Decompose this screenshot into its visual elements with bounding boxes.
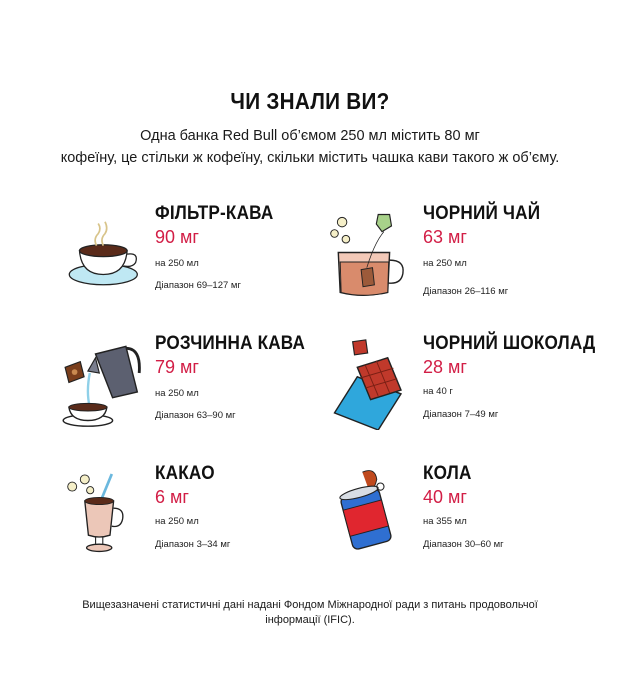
item-cocoa [55, 460, 345, 570]
item-name: ЧОРНИЙ ШОКОЛАД [423, 332, 596, 354]
item-serving: на 40 г [423, 386, 453, 397]
item-range: Діапазон 3–34 мг [155, 539, 231, 550]
kettle-instant-coffee-icon [55, 335, 155, 430]
intro-line-1: Одна банка Red Bull об’ємом 250 мл містить 80 мг [140, 128, 480, 144]
item-caffeine: 28 мг [423, 357, 467, 377]
intro-line-2: кофеїну, це стільки ж кофеїну, скільки містить чашка кави такого ж об’єму. [60, 150, 560, 166]
item-range: Діапазон 69–127 мг [155, 280, 241, 291]
item-serving: на 250 мл [423, 258, 467, 269]
item-cola [325, 460, 615, 570]
item-serving: на 355 мл [423, 516, 467, 527]
item-instant-coffee [55, 330, 345, 440]
item-filter-coffee [55, 200, 345, 310]
tea-mug-icon [325, 205, 420, 300]
item-serving: на 250 мл [155, 388, 199, 399]
source-line-1: Вищезазначені статистичні дані надані Фондом Міжнародної ради з питань продовольчої [82, 599, 538, 611]
item-serving: на 250 мл [155, 258, 199, 269]
item-caffeine: 6 мг [155, 487, 189, 507]
coffee-cup-icon [60, 215, 150, 300]
item-range: Діапазон 63–90 мг [155, 410, 236, 421]
item-caffeine: 79 мг [155, 357, 199, 377]
cocoa-mug-icon [65, 460, 155, 560]
item-dark-chocolate [325, 330, 615, 440]
item-range: Діапазон 30–60 мг [423, 539, 504, 550]
source-line-2: інформації (IFIC). [265, 614, 355, 626]
item-name: ФІЛЬТР-КАВА [155, 202, 274, 224]
item-name: РОЗЧИННА КАВА [155, 332, 306, 354]
item-serving: на 250 мл [155, 516, 199, 527]
item-name: КАКАО [155, 462, 215, 484]
intro-text [0, 125, 620, 169]
item-caffeine: 40 мг [423, 487, 467, 507]
item-range: Діапазон 7–49 мг [423, 409, 499, 420]
item-caffeine: 63 мг [423, 227, 467, 247]
item-name: ЧОРНИЙ ЧАЙ [423, 202, 541, 224]
item-caffeine: 90 мг [155, 227, 199, 247]
cola-can-icon [330, 460, 420, 560]
chocolate-bar-icon [325, 335, 420, 430]
item-black-tea [325, 200, 615, 310]
item-name: КОЛА [423, 462, 472, 484]
page-title: ЧИ ЗНАЛИ ВИ? [230, 88, 390, 114]
item-range: Діапазон 26–116 мг [423, 286, 509, 297]
source-note [0, 598, 620, 628]
